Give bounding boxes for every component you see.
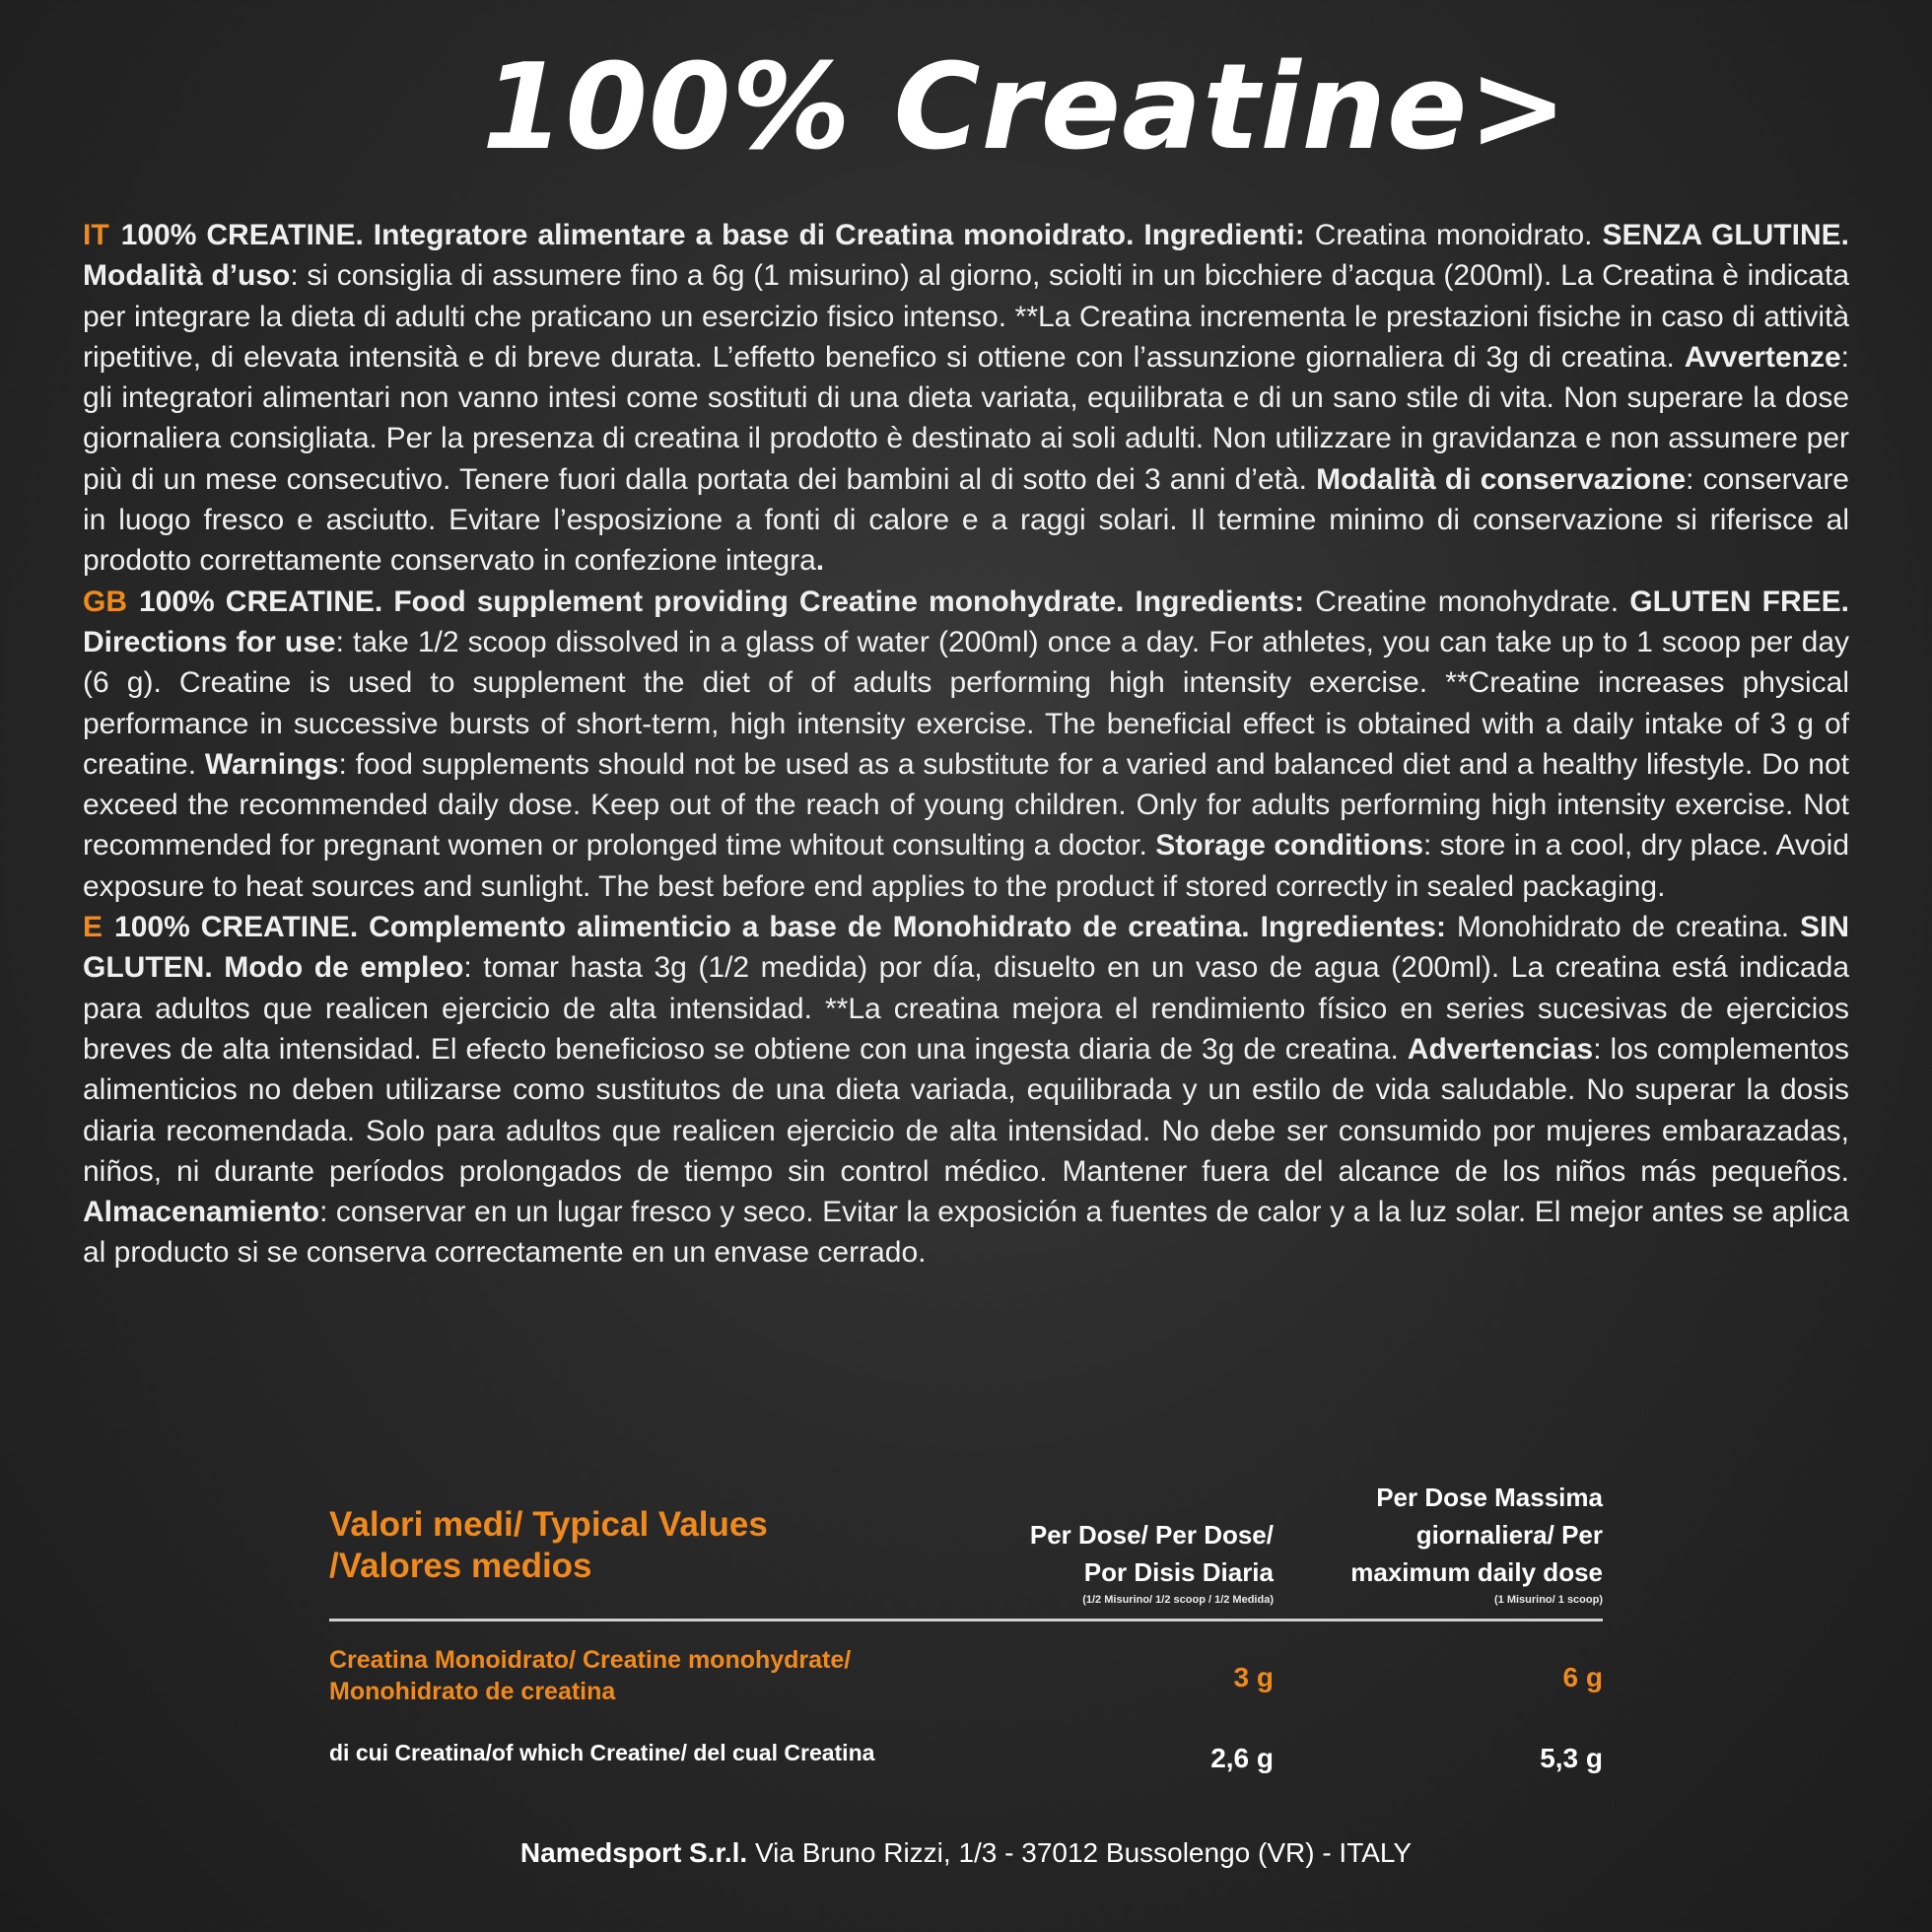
col1-line2: Por Disis Diaria bbox=[1083, 1557, 1274, 1587]
row-label-line2: Monohidrato de creatina bbox=[329, 1678, 616, 1705]
row-label-line1: Creatina Monoidrato/ Creatine monohydrate/ bbox=[329, 1646, 852, 1674]
column-header-per-dose bbox=[938, 1516, 1274, 1607]
col1-line1: Per Dose/ Per Dose/ bbox=[1029, 1520, 1274, 1550]
manufacturer-footer bbox=[0, 1837, 1932, 1869]
nutrition-title bbox=[329, 1504, 768, 1587]
nutrition-table bbox=[329, 1479, 1603, 1773]
paragraph-it bbox=[83, 215, 1849, 582]
es-heading: 100% CREATINE. Complemento alimenticio a base de Monohidrato de creatina. Ingredientes: bbox=[114, 911, 1446, 944]
es-directions-text: : tomar hasta 3g (1/2 medida) por día, disuelto en un vaso de agua (200ml). La creatina está indicada para adultos que realicen ejercicio de alta intensidad. **La creatina mejora el rendimiento físico en series sucesivas de ejercicios breves de alta intensidad. El efecto beneficioso se obtiene con una ingesta diaria de 3g de creatina. bbox=[83, 951, 1850, 1066]
it-heading: 100% CREATINE. Integratore alimentare a base di Creatina monoidrato. Ingredienti: bbox=[120, 219, 1305, 251]
table-row bbox=[329, 1644, 1603, 1713]
es-storage-heading: Almacenamiento bbox=[83, 1196, 320, 1229]
nutrition-title-line1: Valori medi/ Typical Values bbox=[329, 1505, 768, 1544]
table-divider bbox=[329, 1619, 1603, 1622]
product-title: 100% Creatine> bbox=[482, 39, 1568, 176]
es-storage-text: : conservar en un lugar fresco y seco. Evitar la exposición a fuentes de calor y a la luz solar. El mejor antes se aplica al producto si se conserva correctamente en un envase cerrado. bbox=[83, 1196, 1849, 1270]
column-header-max-dose bbox=[1307, 1479, 1603, 1607]
es-ingredients: Monohidrato de creatina. bbox=[1445, 911, 1800, 944]
gb-gluten-directions: GLUTEN FREE. Directions for use bbox=[83, 585, 1849, 658]
col2-line1: Per Dose Massima bbox=[1376, 1483, 1603, 1512]
it-storage-heading: Modalità di conservazione bbox=[1316, 462, 1687, 496]
nutrition-header bbox=[329, 1479, 1603, 1617]
gb-heading: 100% CREATINE. Food supplement providing Creatine monohydrate. Ingredients: bbox=[139, 585, 1305, 618]
it-gluten-directions: SENZA GLUTINE. Modalità d’uso bbox=[83, 219, 1849, 293]
company-name: Namedsport S.r.l. bbox=[519, 1837, 748, 1868]
row-label bbox=[329, 1644, 851, 1707]
row-value-max-dose: 5,3 g bbox=[1540, 1743, 1603, 1773]
lang-code-es: E bbox=[83, 911, 104, 944]
it-storage-text: : conservare in luogo fresco e asciutto. Evitare l’esposizione a fonti di calore e a raggi solari. Il termine minimo di conservazione si riferisce al prodotto correttamente conservato in confezione integra bbox=[83, 462, 1849, 578]
gb-warnings-text: : food supplements should not be used as a substitute for a varied and balanced diet and a healthy lifestyle. Do not exceed the recommended daily dose. Keep out of the reach of young children. Only for adults performing high intensity exercise. Not recommended for pregnant women or prolonged time whitout consulting a doctor. bbox=[83, 747, 1849, 862]
row-value-max-dose: 6 g bbox=[1562, 1662, 1603, 1692]
row-value-per-dose: 2,6 g bbox=[1210, 1743, 1274, 1773]
nutrition-title-line2: /Valores medios bbox=[329, 1547, 592, 1585]
gb-storage-text: : store in a cool, dry place. Avoid exposure to heat sources and sunlight. The best before end applies to the product if stored correctly in sealed packaging. bbox=[83, 829, 1849, 903]
it-warnings-heading: Avvertenze bbox=[1684, 340, 1841, 374]
it-ingredients: Creatina monoidrato. bbox=[1304, 219, 1603, 251]
row-label: di cui Creatina/of which Creatine/ del cual Creatina bbox=[329, 1740, 875, 1765]
gb-ingredients: Creatine monohydrate. bbox=[1304, 585, 1630, 618]
company-address: Via Bruno Rizzi, 1/3 - 37012 Bussolengo (VR) - ITALY bbox=[747, 1837, 1413, 1868]
table-row bbox=[329, 1737, 1603, 1776]
gb-storage-heading: Storage conditions bbox=[1155, 829, 1424, 862]
gb-warnings-heading: Warnings bbox=[204, 747, 339, 781]
col2-line2: giornaliera/ Per bbox=[1415, 1520, 1603, 1550]
label-text bbox=[83, 215, 1849, 1274]
it-warnings-text: : gli integratori alimentari non vanno intesi come sostituti di una dieta variata, equilibrata e di un sano stile di vita. Non superare la dose giornaliera consigliata. Per la presenza di creatina il prodotto è destinato ai soli adulti. Non utilizzare in gravidanza e non assumere per più di un mese consecutivo. Tenere fuori dalla portata dei bambini al di sotto dei 3 anni d’età. bbox=[83, 340, 1849, 496]
col1-note: (1/2 Misurino/ 1/2 scoop / 1/2 Medida) bbox=[1082, 1594, 1274, 1606]
lang-code-it: IT bbox=[83, 219, 109, 251]
paragraph-gb bbox=[83, 582, 1849, 907]
es-warnings-heading: Advertencias bbox=[1407, 1032, 1594, 1066]
it-end-dot: . bbox=[815, 544, 825, 578]
col2-note: (1 Misurino/ 1 scoop) bbox=[1493, 1594, 1603, 1606]
col2-line3: maximum daily dose bbox=[1350, 1557, 1603, 1587]
it-directions-text: : si consiglia di assumere fino a 6g (1 misurino) al giorno, sciolti in un bicchiere d’acqua (200ml). La Creatina è indicata per integrare la dieta di adulti che praticano un esercizio fisico intenso. **La Creatina incrementa le prestazioni fisiche in caso di attività ripetitive, di elevata intensità e di breve durata. L’effetto benefico si ottiene con l’assunzione giornaliera di 3g di creatina. bbox=[83, 259, 1849, 374]
row-value-per-dose: 3 g bbox=[1233, 1662, 1274, 1692]
es-gluten-directions: SIN GLUTEN. Modo de empleo bbox=[83, 911, 1850, 985]
gb-directions-text: : take 1/2 scoop dissolved in a glass of water (200ml) once a day. For athletes, you can take up to 1 scoop per day (6 g). Creatine is used to supplement the diet of of adults performing high intensity exercise. **Creatine increases physical performance in successive bursts of short-term, high intensity exercise. The beneficial effect is obtained with a daily intake of 3 g of creatine. bbox=[83, 625, 1850, 781]
es-warnings-text: : los complementos alimenticios no deben utilizarse como sustitutos de una dieta variada, equilibrada y un estilo de vida saludable. No superar la dosis diaria recomendada. Solo para adultos que realicen ejercicio de alta intensidad. No debe ser consumido por mujeres embarazadas, niños, ni durante períodos prolongados de tiempo sin control médico. Mantener fuera del alcance de los niños más pequeños. bbox=[83, 1032, 1849, 1188]
paragraph-es bbox=[83, 907, 1849, 1274]
lang-code-gb: GB bbox=[83, 585, 127, 618]
